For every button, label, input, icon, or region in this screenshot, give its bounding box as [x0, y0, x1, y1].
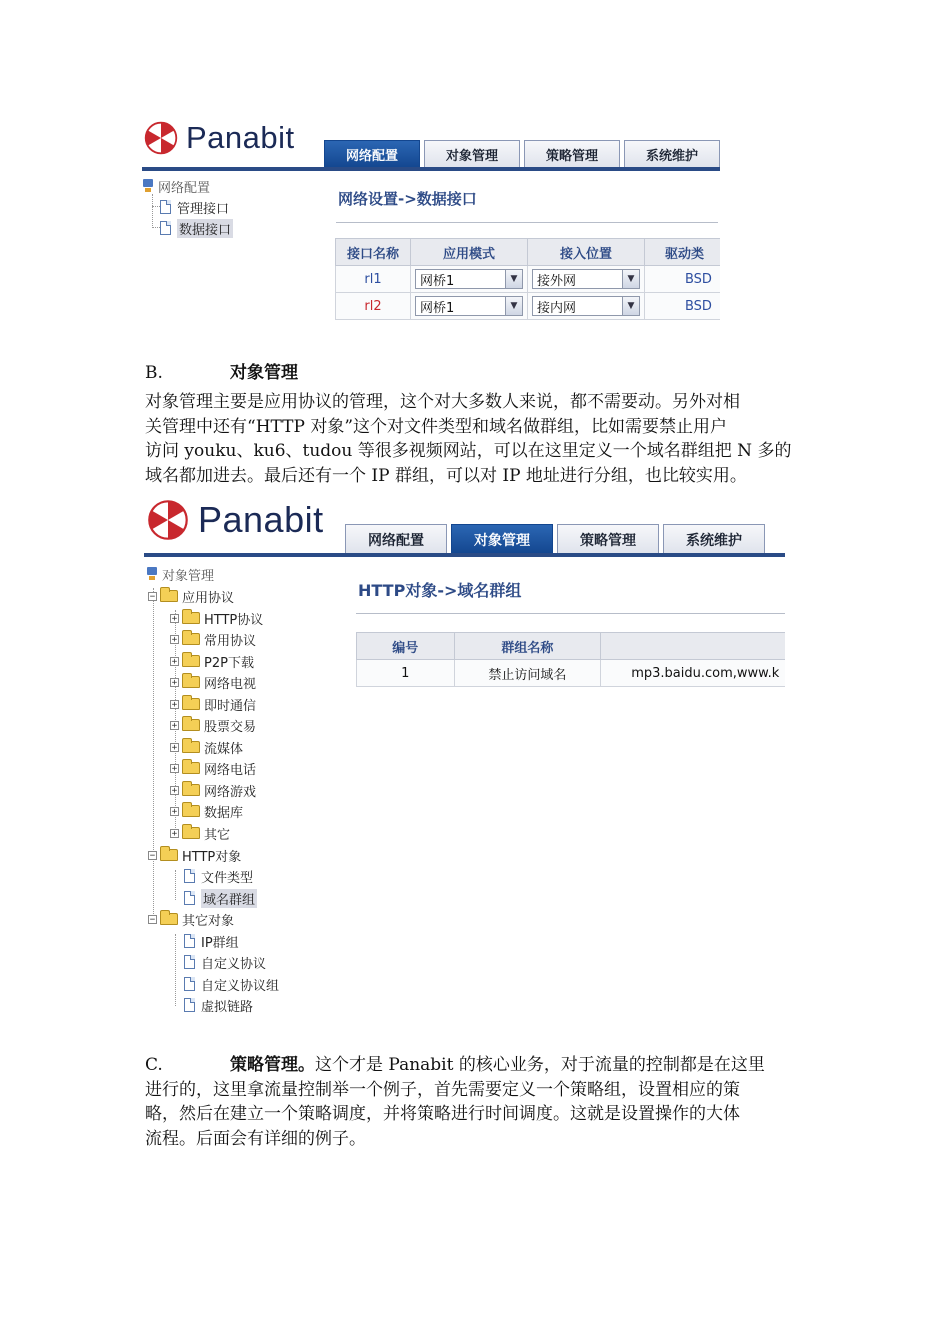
- folder-icon: [182, 698, 200, 710]
- page-icon: [160, 221, 171, 235]
- paragraph-line: 流程。后面会有详细的例子。: [145, 1128, 366, 1149]
- folder-icon: [182, 719, 200, 731]
- tree-folder-common-protocol[interactable]: [170, 629, 256, 649]
- tree-item-label: 自定义协议: [201, 956, 267, 972]
- tab-network-config[interactable]: 网络配置: [324, 140, 420, 168]
- expand-icon[interactable]: +: [171, 699, 178, 710]
- driver-type: BSD: [644, 266, 720, 293]
- collapse-icon[interactable]: −: [149, 914, 156, 925]
- tree-folder-label: 网络游戏: [204, 784, 257, 800]
- tree-root-object-management[interactable]: [146, 564, 214, 584]
- tree-item-label: 文件类型: [201, 870, 254, 886]
- tree-root-label: 对象管理: [162, 568, 215, 584]
- expand-icon[interactable]: +: [171, 677, 178, 688]
- paragraph-line: 对象管理主要是应用协议的管理，这个对大多数人来说，都不需要动。另外对相: [145, 392, 740, 412]
- folder-icon: [182, 827, 200, 839]
- folder-icon: [182, 762, 200, 774]
- col-domains: [601, 633, 785, 660]
- tree-folder-voip[interactable]: [170, 758, 256, 778]
- tab-policy-management[interactable]: 策略管理: [557, 524, 659, 554]
- tree-item-data-interface[interactable]: [160, 218, 233, 238]
- domain-group-table: [356, 632, 785, 687]
- access-position-value: 接外网: [536, 273, 576, 289]
- chevron-down-icon[interactable]: ▼: [505, 297, 522, 315]
- tree-folder-label: 流媒体: [204, 741, 244, 757]
- folder-open-icon: [160, 913, 178, 925]
- section-c-title: 策略管理。: [230, 1055, 315, 1075]
- chevron-down-icon[interactable]: ▼: [622, 270, 639, 288]
- app-mode-select[interactable]: [415, 269, 523, 289]
- folder-open-icon: [160, 590, 178, 602]
- page-title: HTTP对象->域名群组: [358, 581, 522, 600]
- col-app-mode: 应用模式: [410, 239, 527, 266]
- tree-folder-im[interactable]: [170, 694, 256, 714]
- tree-item-custom-protocol-group[interactable]: [184, 974, 279, 994]
- col-interface-name: 接口名称: [336, 239, 411, 266]
- table-row[interactable]: [357, 660, 786, 687]
- interface-table: [335, 238, 720, 320]
- paragraph-line: 关管理中还有“HTTP 对象”这个对文件类型和域名做群组，比如需要禁止用户: [145, 416, 728, 437]
- tree-item-domain-group[interactable]: [184, 888, 257, 908]
- folder-icon: [182, 805, 200, 817]
- main-tabs: [345, 524, 769, 554]
- tree-folder-label: P2P下载: [204, 655, 254, 671]
- collapse-icon[interactable]: −: [149, 850, 156, 861]
- col-access-position: 接入位置: [527, 239, 644, 266]
- paragraph-line: 进行的，这里拿流量控制举一个例子，首先需要定义一个策略组，设置相应的策: [145, 1079, 740, 1100]
- tree-folder-net-tv[interactable]: [170, 672, 256, 692]
- tree-item-management-interface[interactable]: [160, 197, 229, 217]
- tree-folder-other[interactable]: [170, 823, 230, 843]
- tree-item-custom-protocol[interactable]: [184, 952, 266, 972]
- section-b-label: B.: [145, 363, 163, 383]
- logo-text: Panabit: [186, 120, 295, 155]
- tree-folder-database[interactable]: [170, 801, 243, 821]
- tree-item-label: 虚拟链路: [201, 999, 254, 1015]
- tree-folder-label: 应用协议: [182, 590, 235, 606]
- tree-folder-stock[interactable]: [170, 715, 256, 735]
- paragraph-line: 这个才是 Panabit 的核心业务，对于流量的控制都是在这里: [315, 1055, 765, 1075]
- paragraph-line: 略，然后在建立一个策略调度，并将策略进行时间调度。这就是设置操作的大体: [145, 1104, 740, 1124]
- tab-bar-underline: [142, 167, 720, 171]
- panabit-logo: [142, 120, 295, 156]
- app-mode-value: 网桥1: [419, 273, 455, 289]
- table-row: [336, 266, 721, 293]
- expand-icon[interactable]: +: [171, 613, 178, 624]
- folder-icon: [182, 676, 200, 688]
- tree-folder-label: 网络电话: [204, 762, 257, 778]
- table-header-row: [357, 633, 786, 660]
- app-mode-value: 网桥1: [419, 300, 455, 316]
- tree-item-ip-group[interactable]: [184, 931, 239, 951]
- page-icon: [184, 977, 195, 991]
- tree-item-label: 自定义协议组: [201, 978, 280, 994]
- col-id: 编号: [357, 633, 455, 660]
- interface-name[interactable]: rl1: [336, 266, 411, 293]
- tree-folder-label: 常用协议: [204, 633, 257, 649]
- umbrella-logo-icon: [142, 120, 180, 156]
- section-b-heading: [145, 358, 298, 383]
- access-position-select[interactable]: [532, 296, 640, 316]
- app-mode-select[interactable]: [415, 296, 523, 316]
- title-separator: [356, 613, 785, 614]
- page-icon: [184, 955, 195, 969]
- tab-network-config[interactable]: 网络配置: [345, 524, 447, 554]
- umbrella-logo-icon: [146, 498, 190, 542]
- folder-icon: [182, 655, 200, 667]
- expand-icon[interactable]: +: [171, 656, 178, 667]
- tab-object-management[interactable]: 对象管理: [451, 524, 553, 554]
- page-icon: [184, 891, 195, 905]
- expand-icon[interactable]: +: [171, 634, 178, 645]
- section-c-paragraph: [145, 1053, 825, 1151]
- group-domains: mp3.baidu.com,www.k: [601, 660, 785, 687]
- section-c-label: C.: [145, 1055, 163, 1075]
- folder-icon: [182, 612, 200, 624]
- driver-type: BSD: [644, 293, 720, 320]
- tree-folder-label: 网络电视: [204, 676, 257, 692]
- tree-item-label: 域名群组: [201, 889, 257, 908]
- tree-folder-app-protocol[interactable]: [148, 586, 234, 606]
- tree-folder-label: HTTP对象: [182, 849, 242, 865]
- tree-item-file-type[interactable]: [184, 866, 253, 886]
- expand-icon[interactable]: +: [171, 785, 178, 796]
- page-icon: [160, 200, 171, 214]
- tab-bar-underline: [144, 553, 785, 557]
- tree-item-label: IP群组: [201, 935, 239, 951]
- network-icon: [142, 179, 154, 193]
- paragraph-line: 访问 youku、ku6、tudou 等很多视频网站，可以在这里定义一个域名群组把 N 多的: [145, 441, 792, 461]
- expand-icon[interactable]: +: [171, 720, 178, 731]
- col-driver-type: 驱动类: [644, 239, 720, 266]
- expand-icon[interactable]: +: [171, 763, 178, 774]
- tree-folder-label: 其它对象: [182, 913, 235, 929]
- tree-folder-label: 其它: [204, 827, 231, 843]
- main-tabs: [324, 140, 720, 168]
- paragraph-line: 域名都加进去。最后还有一个 IP 群组，可以对 IP 地址进行分组，也比较实用。: [145, 465, 747, 486]
- tree-folder-games[interactable]: [170, 780, 256, 800]
- screenshot-object-management: [140, 496, 785, 1026]
- folder-icon: [182, 741, 200, 753]
- tree-root-network-config[interactable]: [142, 176, 210, 196]
- tree-item-label: 管理接口: [177, 201, 230, 217]
- tab-object-management[interactable]: 对象管理: [424, 140, 520, 168]
- access-position-value: 接内网: [536, 300, 576, 316]
- folder-icon: [182, 784, 200, 796]
- tree-folder-label: HTTP协议: [204, 612, 264, 628]
- group-name: 禁止访问域名: [454, 660, 601, 687]
- tree-folder-streaming[interactable]: [170, 737, 243, 757]
- folder-open-icon: [160, 849, 178, 861]
- tab-system-maintenance[interactable]: 系统维护: [624, 140, 720, 168]
- table-header-row: [336, 239, 721, 266]
- tree-folder-other-object[interactable]: [148, 909, 234, 929]
- network-icon: [146, 567, 158, 581]
- col-group-name: 群组名称: [454, 633, 601, 660]
- section-b-paragraph: [145, 390, 825, 488]
- collapse-icon[interactable]: −: [149, 591, 156, 602]
- tree-folder-p2p[interactable]: [170, 651, 254, 671]
- tree-folder-http-protocol[interactable]: [170, 608, 263, 628]
- paragraph-line-first: [145, 1053, 825, 1078]
- logo-text: Panabit: [198, 499, 324, 540]
- chevron-down-icon[interactable]: ▼: [622, 297, 639, 315]
- table-row: [336, 293, 721, 320]
- folder-icon: [182, 633, 200, 645]
- tree-folder-label: 股票交易: [204, 719, 257, 735]
- tree-root-label: 网络配置: [158, 180, 211, 196]
- tree-item-label: 数据接口: [177, 219, 233, 238]
- page-title: 网络设置->数据接口: [338, 190, 477, 208]
- page-icon: [184, 998, 195, 1012]
- tree-folder-http-object[interactable]: [148, 845, 241, 865]
- tree-folder-label: 数据库: [204, 805, 244, 821]
- tab-policy-management[interactable]: 策略管理: [524, 140, 620, 168]
- expand-icon[interactable]: +: [171, 828, 178, 839]
- interface-name[interactable]: rl2: [336, 293, 411, 320]
- panabit-logo: [146, 498, 324, 542]
- chevron-down-icon[interactable]: ▼: [505, 270, 522, 288]
- tree-folder-label: 即时通信: [204, 698, 257, 714]
- access-position-select[interactable]: [532, 269, 640, 289]
- expand-icon[interactable]: +: [171, 806, 178, 817]
- page-icon: [184, 869, 195, 883]
- page-icon: [184, 934, 195, 948]
- screenshot-network-config: [140, 118, 720, 328]
- group-id: 1: [357, 660, 455, 687]
- title-separator: [336, 222, 718, 223]
- expand-icon[interactable]: +: [171, 742, 178, 753]
- tree-item-virtual-link[interactable]: [184, 995, 253, 1015]
- tab-system-maintenance[interactable]: 系统维护: [663, 524, 765, 554]
- section-b-title: 对象管理: [230, 363, 298, 383]
